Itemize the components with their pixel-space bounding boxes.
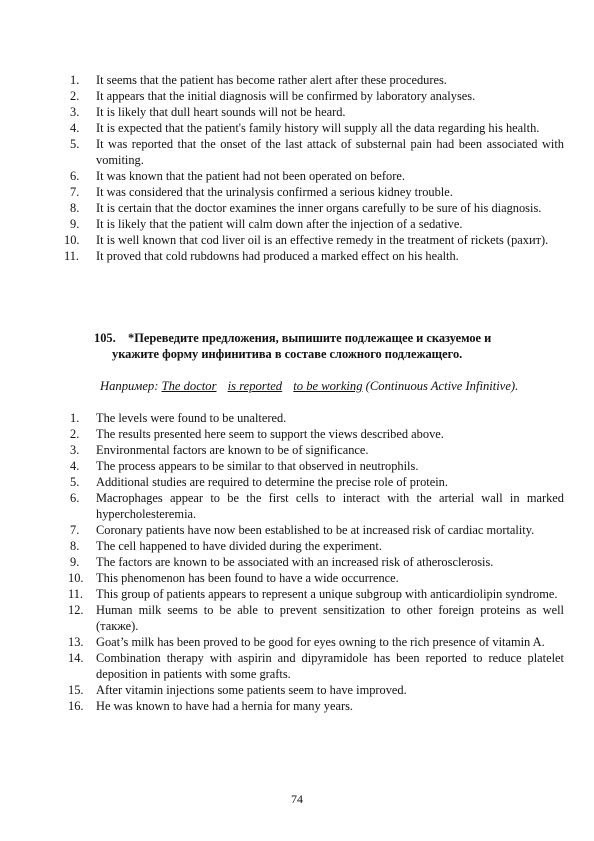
example-prefix: Например: [100,379,159,393]
item-number: 7. [70,185,80,199]
exercise-number: 105. [94,331,116,345]
list-item [0,586,594,602]
item-text: The cell happened to have divided during the experiment. [96,539,382,553]
item-text: He was known to have had a hernia for many years. [96,699,354,713]
list-item [0,216,594,232]
example-predicate: is reported [227,379,283,393]
item-text: The levels were found to be unaltered. [96,411,287,425]
item-text: Coronary patients have now been established to be at increased risk of cardiac mortality. [96,523,535,537]
list-item [0,522,594,538]
list-item [0,104,594,120]
item-number: 5. [70,137,80,151]
list-item [0,634,594,650]
item-text: Environmental factors are known to be of significance. [96,443,369,457]
sentence-list-1 [0,72,594,264]
item-number: 9. [70,217,80,231]
item-text: After vitamin injections some patients seem to have improved. [96,683,407,697]
list-item [0,570,594,586]
list-item [0,682,594,698]
item-text: Additional studies are required to determine the precise role of protein. [96,475,448,489]
item-text: It was considered that the urinalysis confirmed a serious kidney trouble. [96,185,453,199]
item-number: 4. [70,459,80,473]
item-number: 11. [64,249,80,263]
item-number: 1. [70,73,80,87]
item-text: It seems that the patient has become rather alert after these procedures. [96,73,447,87]
item-text: The results presented here seem to support the views described above. [96,427,444,441]
list-item [0,490,594,522]
example-subject: The doctor [161,379,217,393]
item-number: 2. [70,89,80,103]
list-item [0,474,594,490]
item-text: This phenomenon has been found to have a wide occurrence. [96,571,399,585]
item-number: 7. [70,523,80,537]
exercise-heading [0,330,594,362]
item-text: This group of patients appears to represent a unique subgroup with anticardiolipin syndrome. [96,587,558,601]
item-number: 5. [70,475,80,489]
list-item [0,538,594,554]
item-text: Goat’s milk has been proved to be good for eyes owning to the rich presence of vitamin A. [96,635,545,649]
list-item [0,72,594,88]
item-number: 14. [68,651,84,665]
example-line [0,378,594,394]
item-text: It was reported that the onset of the last attack of substernal pain had been associated with vomiting. [96,137,564,167]
item-number: 1. [70,411,80,425]
item-number: 2. [70,427,80,441]
item-text: Macrophages appear to be the first cells to interact with the arterial wall in marked hypercholesteremia. [96,491,564,521]
item-number: 8. [70,201,80,215]
item-text: Human milk seems to be able to prevent sensitization to other foreign proteins as well (также). [96,603,564,633]
item-text: It is well known that cod liver oil is an effective remedy in the treatment of rickets (рахит). [96,233,549,247]
item-text: The factors are known to be associated with an increased risk of atherosclerosis. [96,555,494,569]
list-item [0,184,594,200]
sentence-list-2 [0,410,594,714]
list-item [0,232,594,248]
item-text: The process appears to be similar to that observed in neutrophils. [96,459,419,473]
item-number: 15. [68,683,84,697]
list-item [0,168,594,184]
page-number: 74 [291,792,303,806]
item-text: It was known that the patient had not been operated on before. [96,169,405,183]
list-item [0,248,594,264]
item-text: It is expected that the patient's family history will supply all the data regarding his health. [96,121,540,135]
item-number: 9. [70,555,80,569]
list-item [0,458,594,474]
list-item [0,698,594,714]
list-item [0,650,594,682]
item-number: 3. [70,443,80,457]
list-item [0,442,594,458]
list-item [0,554,594,570]
list-item [0,602,594,634]
list-item [0,88,594,104]
list-item [0,426,594,442]
list-item [0,136,594,168]
item-number: 10. [68,571,84,585]
item-number: 13. [68,635,84,649]
item-number: 12. [68,603,84,617]
item-number: 11. [68,587,84,601]
item-text: It is certain that the doctor examines the inner organs carefully to be sure of his diagnosis. [96,201,542,215]
list-item [0,120,594,136]
example-infinitive: to be working [293,379,363,393]
item-text: It appears that the initial diagnosis will be confirmed by laboratory analyses. [96,89,476,103]
item-text: Combination therapy with aspirin and dipyramidole has been reported to reduce platelet deposition in patients with some grafts. [96,651,564,681]
list-item [0,410,594,426]
exercise-instruction-line2: укажите форму инфинитива в составе сложного подлежащего. [112,347,463,361]
item-text: It proved that cold rubdowns had produced a marked effect on his health. [96,249,459,263]
item-number: 6. [70,169,80,183]
item-text: It is likely that dull heart sounds will not be heard. [96,105,346,119]
item-text: It is likely that the patient will calm down after the injection of a sedative. [96,217,463,231]
item-number: 16. [68,699,84,713]
item-number: 4. [70,121,80,135]
item-number: 10. [64,233,80,247]
example-note: (Continuous Active Infinitive). [365,379,519,393]
list-item [0,200,594,216]
item-number: 8. [70,539,80,553]
item-number: 6. [70,491,80,505]
item-number: 3. [70,105,80,119]
exercise-instruction-line1: *Переведите предложения, выпишите подлежащее и сказуемое и [128,331,492,345]
